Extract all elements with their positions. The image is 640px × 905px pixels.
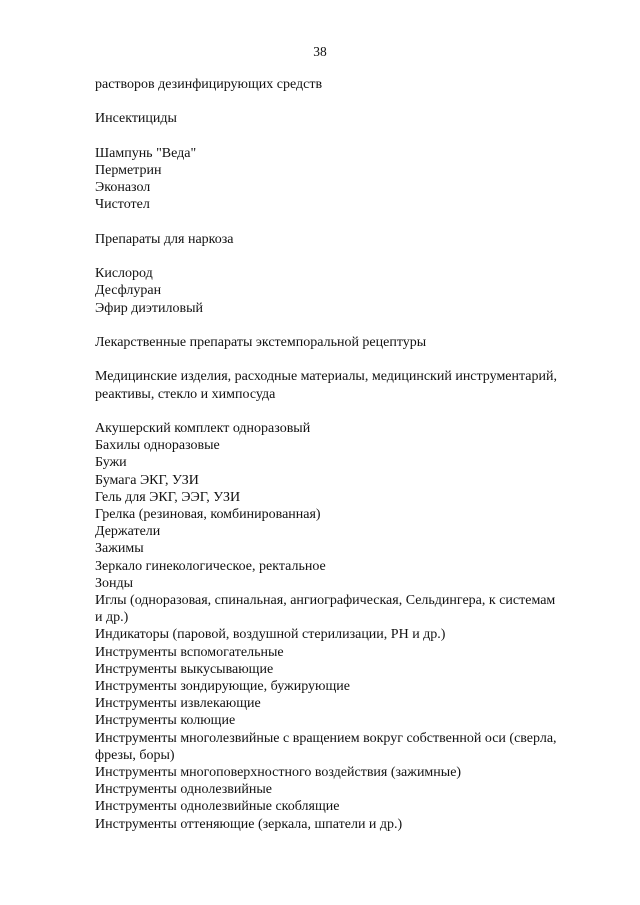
- text-line: Инструменты однолезвийные скоблящие: [95, 799, 340, 815]
- text-line: Акушерский комплект одноразовый: [95, 420, 311, 436]
- page-content: [95, 76, 595, 833]
- text-line: Кислород: [95, 266, 153, 282]
- text-line: Эфир диэтиловый: [95, 300, 204, 316]
- text-line: Десфлуран: [95, 283, 162, 299]
- blank-line: [95, 214, 595, 231]
- text-line: Бужи: [95, 455, 127, 471]
- text-line: Иглы (одноразовая, спинальная, ангиографическая, Сельдингера, к системам: [95, 592, 556, 608]
- text-line: Медицинские изделия, расходные материалы, медицинский инструментарий,: [95, 369, 557, 385]
- text-line: Эконазол: [95, 180, 151, 196]
- page-number: 38: [313, 44, 327, 59]
- text-line: Инструменты извлекающие: [95, 696, 261, 712]
- text-line: Инструменты однолезвийные: [95, 782, 272, 798]
- text-line: Бумага ЭКГ, УЗИ: [95, 472, 199, 488]
- text-line: растворов дезинфицирующих средств: [95, 77, 323, 92]
- blank-line: [95, 403, 595, 420]
- blank-line: [95, 128, 595, 145]
- text-line: Инструменты вспомогательные: [95, 644, 284, 660]
- text-line: Чистотел: [95, 197, 150, 213]
- blank-line: [95, 351, 595, 368]
- blank-line: [95, 317, 595, 334]
- blank-line: [95, 248, 595, 265]
- text-line: Лекарственные препараты экстемпоральной рецептуры: [95, 334, 427, 350]
- text-line: Индикаторы (паровой, воздушной стерилизации, PH и др.): [95, 627, 446, 643]
- text-line: Инструменты многолезвийные с вращением вокруг собственной оси (сверла,: [95, 730, 557, 746]
- text-line: Инструменты колющие: [95, 713, 236, 729]
- text-line: Инструменты оттеняющие (зеркала, шпатели и др.): [95, 816, 403, 832]
- text-line: Держатели: [95, 524, 161, 540]
- text-line: Гель для ЭКГ, ЭЭГ, УЗИ: [95, 489, 241, 505]
- text-line: Бахилы одноразовые: [95, 438, 220, 454]
- text-line: и др.): [95, 610, 129, 626]
- text-line: Шампунь "Веда": [95, 145, 197, 161]
- text-line: Препараты для наркоза: [95, 231, 234, 247]
- text-line: реактивы, стекло и химпосуда: [95, 386, 276, 402]
- text-line: Зажимы: [95, 541, 144, 557]
- blank-line: [95, 93, 595, 110]
- text-line: Инструменты зондирующие, бужирующие: [95, 679, 350, 694]
- text-line: Зонды: [95, 575, 134, 591]
- text-line: Инструменты многоповерхностного воздействия (зажимные): [95, 765, 462, 781]
- text-line: Инсектициды: [95, 111, 177, 127]
- text-line: фрезы, боры): [95, 747, 175, 763]
- text-line: Зеркало гинекологическое, ректальное: [95, 558, 326, 574]
- text-line: Перметрин: [95, 162, 162, 178]
- text-line: Инструменты выкусывающие: [95, 661, 274, 677]
- text-line: Грелка (резиновая, комбинированная): [95, 506, 321, 522]
